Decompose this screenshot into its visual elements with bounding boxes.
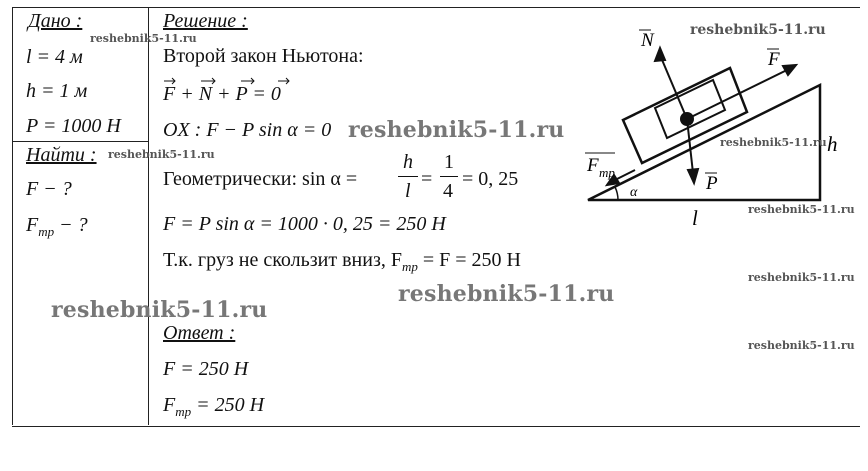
angle-arc — [615, 187, 618, 200]
given-weight: P = 1000 Н — [26, 115, 121, 137]
fraction-bar-2 — [440, 176, 458, 177]
label-alpha: α — [630, 185, 638, 200]
watermark-top-right: reshebnik5-11.ru — [690, 22, 826, 38]
watermark-small-3: reshebnik5-11.ru — [720, 136, 827, 149]
answer-friction — [163, 394, 264, 420]
vector-equation-text: F + N + P = 0 — [163, 83, 281, 105]
force-calculation: F = P sin α = 1000 · 0, 25 = 250 Н — [163, 213, 446, 235]
watermark-small-4: reshebnik5-11.ru — [748, 203, 855, 216]
watermark-mid: reshebnik5-11.ru — [348, 117, 565, 143]
applied-force-arrowhead — [783, 65, 796, 75]
newton-law-title: Второй закон Ньютона: — [163, 45, 364, 67]
watermark-left: reshebnik5-11.ru — [51, 297, 268, 323]
geometry-label: Геометрически: sin α = — [163, 168, 358, 190]
find-friction-symbol: F — [26, 214, 39, 236]
watermark-small-5: reshebnik5-11.ru — [748, 271, 855, 284]
fraction-1: 1 — [444, 151, 454, 173]
given-height: h = 1 м — [26, 80, 88, 102]
find-header: Найти : — [26, 144, 97, 166]
answer-friction-rest: = 250 Н — [191, 394, 265, 416]
label-F: F — [768, 49, 780, 70]
label-h: h — [827, 132, 838, 156]
answer-friction-subscript: тр — [175, 404, 192, 419]
fraction-l: l — [405, 180, 411, 202]
fraction-bar-1 — [398, 176, 418, 177]
friction-conclusion-rest: = F = 250 Н — [417, 249, 521, 271]
find-force: F − ? — [26, 178, 72, 200]
answer-force: F = 250 Н — [163, 358, 249, 380]
fraction-4: 4 — [443, 180, 453, 202]
answer-friction-symbol: F — [163, 394, 176, 416]
label-Ftr-sub: тр — [599, 165, 615, 180]
table-left-border — [12, 7, 13, 425]
find-friction-question: − ? — [54, 214, 88, 236]
weight-arrowhead — [688, 169, 698, 183]
label-N: N — [641, 30, 654, 51]
watermark-small-1: reshebnik5-11.ru — [90, 32, 197, 45]
friction-conclusion-text: Т.к. груз не скользит вниз, F — [163, 249, 402, 271]
table-column-divider — [148, 7, 149, 425]
label-Ftr: F — [587, 155, 599, 176]
normal-force-arrow — [660, 55, 687, 119]
answer-header: Ответ : — [163, 322, 236, 344]
friction-conclusion-subscript: тр — [401, 259, 418, 274]
watermark-small-2: reshebnik5-11.ru — [108, 148, 215, 161]
fraction-h: h — [403, 151, 413, 173]
friction-conclusion — [163, 249, 521, 275]
given-header: Дано : — [28, 10, 83, 32]
normal-force-arrowhead — [655, 48, 665, 61]
applied-force-arrow — [687, 69, 789, 119]
watermark-small-6: reshebnik5-11.ru — [748, 339, 855, 352]
solution-header: Решение : — [163, 10, 248, 32]
sin-value: = 0, 25 — [462, 168, 519, 190]
find-friction — [26, 214, 88, 240]
find-friction-subscript: тр — [38, 224, 55, 239]
label-P: P — [706, 173, 718, 194]
given-length: l = 4 м — [26, 46, 83, 68]
vector-arrows — [161, 75, 301, 87]
label-l: l — [692, 206, 698, 230]
projection-equation: OX : F − P sin α = 0 — [163, 119, 332, 141]
watermark-center: reshebnik5-11.ru — [398, 281, 615, 307]
equals-sign: = — [421, 168, 433, 190]
given-find-divider — [12, 141, 149, 142]
